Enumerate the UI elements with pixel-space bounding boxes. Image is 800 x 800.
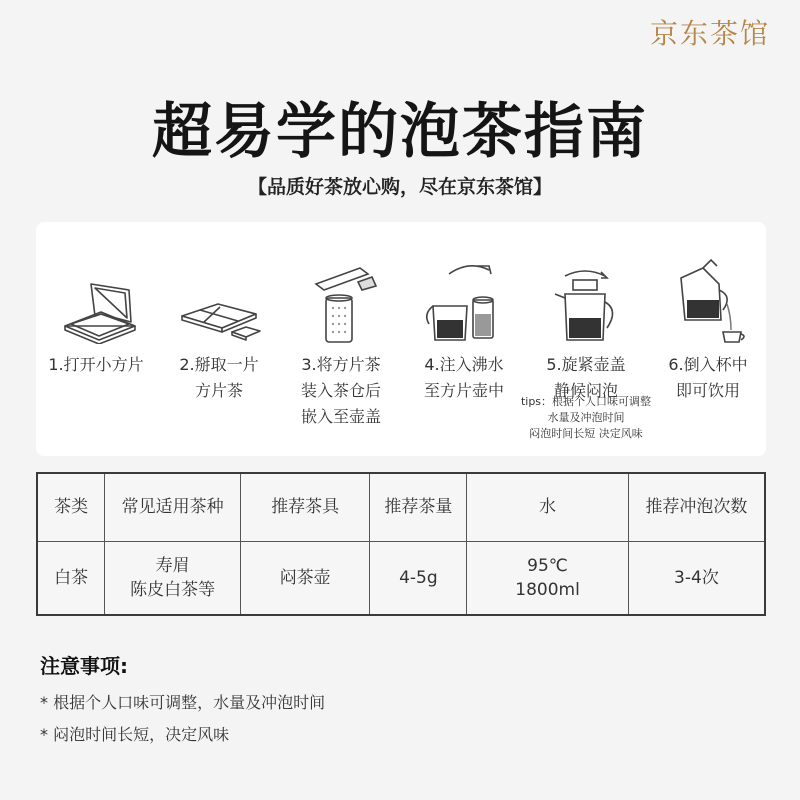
table-cell: 3-4次 xyxy=(628,541,765,615)
step-6 xyxy=(653,244,763,404)
table-row xyxy=(37,541,765,615)
table-header-cell: 茶类 xyxy=(37,473,105,541)
steps-card xyxy=(36,222,766,456)
step-4 xyxy=(409,244,519,404)
step-6-label: 6.倒入杯中 即可饮用 xyxy=(668,355,748,400)
step-4-label: 4.注入沸水 至方片壶中 xyxy=(423,355,504,400)
tea-chamber-icon xyxy=(296,244,386,344)
table-cell: 95℃ 1800ml xyxy=(467,541,629,615)
table-header-cell: 常见适用茶种 xyxy=(105,473,241,541)
table-header-cell: 推荐茶具 xyxy=(240,473,370,541)
notes-title: 注意事项: xyxy=(40,654,128,678)
tips-text xyxy=(491,394,681,442)
step-2 xyxy=(164,244,274,404)
tips-line: tips：根据个人口味可调整 xyxy=(520,395,652,408)
step-5 xyxy=(531,244,641,404)
step-1-label: 1.打开小方片 xyxy=(48,355,144,374)
step-5-label: 5.旋紧壶盖 静候闷泡 xyxy=(546,355,626,400)
pour-cup-icon xyxy=(663,244,753,344)
table-cell: 4-5g xyxy=(370,541,467,615)
step-2-label: 2.掰取一片 方片茶 xyxy=(179,355,259,400)
table-cell: 白茶 xyxy=(37,541,105,615)
table-header-cell: 推荐冲泡次数 xyxy=(628,473,765,541)
brewing-table xyxy=(36,472,766,616)
table-cell: 寿眉 陈皮白茶等 xyxy=(105,541,241,615)
table-cell: 闷茶壶 xyxy=(240,541,370,615)
step-3 xyxy=(286,244,396,430)
page-subtitle: 【品质好茶放心购，尽在京东茶馆】 xyxy=(247,176,552,198)
note-item: * 根据个人口味可调整，水量及冲泡时间 xyxy=(40,693,326,712)
tea-squares-icon xyxy=(174,244,264,344)
note-item: * 闷泡时间长短，决定风味 xyxy=(40,725,230,744)
teapot-lid-icon xyxy=(541,244,631,344)
open-box-icon xyxy=(51,244,141,344)
table-header-cell: 水 xyxy=(467,473,629,541)
tips-line: 闷泡时间长短 决定风味 xyxy=(529,427,643,440)
page-title: 超易学的泡茶指南 xyxy=(152,97,648,167)
pour-water-icon xyxy=(419,244,509,344)
table-header-cell: 推荐茶量 xyxy=(370,473,467,541)
brand-logo: 京东茶馆 xyxy=(649,17,770,50)
step-3-label: 3.将方片茶 装入茶仓后 嵌入至壶盖 xyxy=(300,355,381,426)
table-header-row xyxy=(37,473,765,541)
step-1 xyxy=(41,244,151,378)
tips-line: 水量及冲泡时间 xyxy=(547,411,625,424)
